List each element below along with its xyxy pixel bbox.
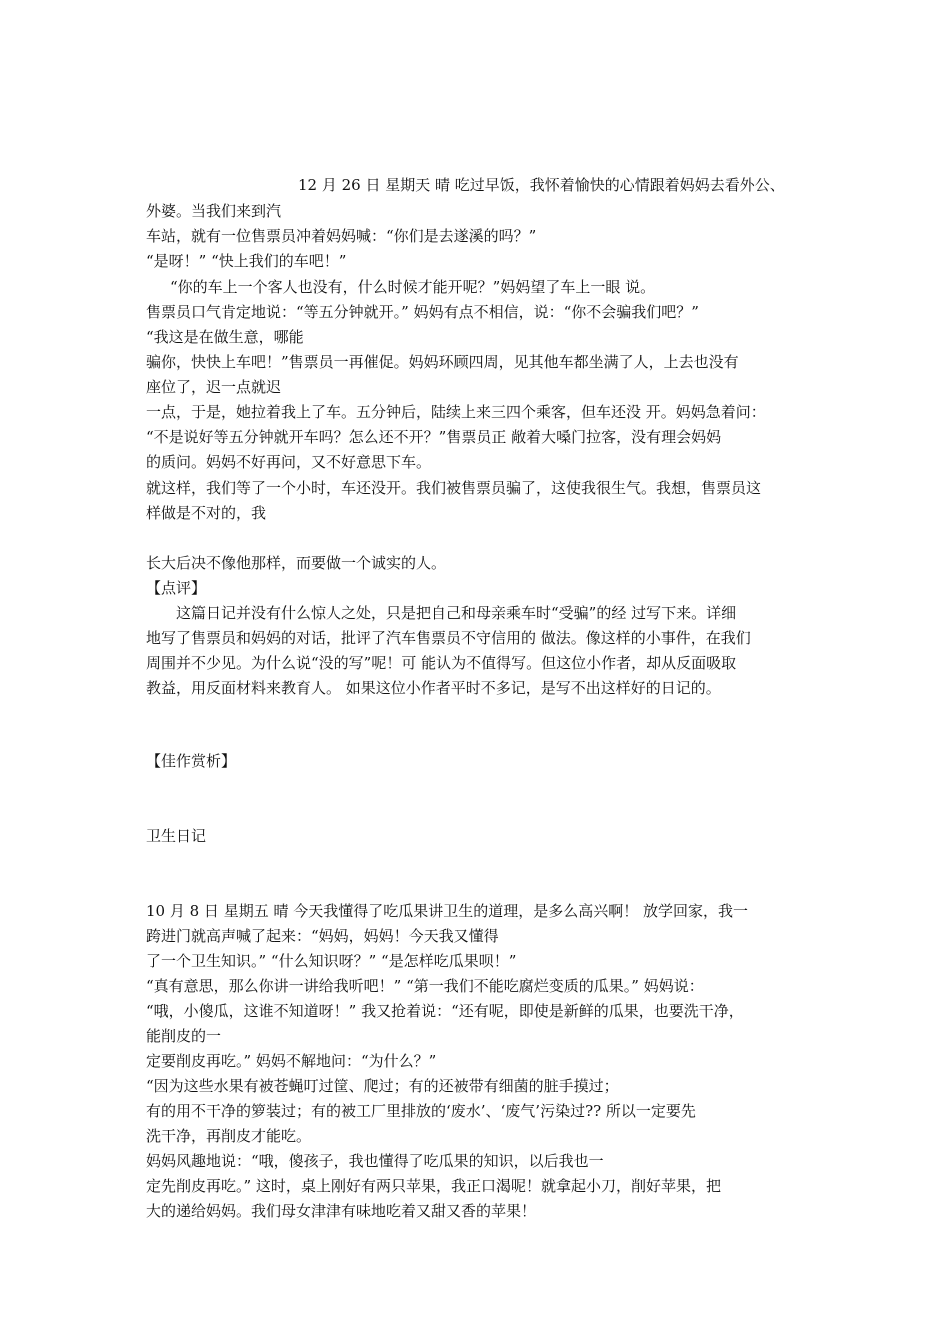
diary1-line-13: 就这样，我们等了一个小时，车还没开。我们被售票员骗了，这使我很生气。我想，售票员这: [146, 479, 762, 497]
diary2-line-5: “哦，小傻瓜，这谁不知道呀！” 我又抢着说：“还有呢，即使是新鲜的瓜果，也要洗干净，: [146, 1002, 744, 1020]
diary1-line-15: 长大后决不像他那样，而要做一个诚实的人。: [146, 554, 447, 572]
diary2-line-2: 跨进门就高声喊了起来：“妈妈，妈妈！今天我又懂得: [146, 927, 499, 945]
diary1-line-6: 售票员口气肯定地说：“等五分钟就开。” 妈妈有点不相信，说：“你不会骗我们吧？”: [146, 303, 699, 321]
diary1-line-12: 的质问。妈妈不好再问，又不好意思下车。: [146, 453, 432, 471]
diary1-line-4: “是呀！” “快上我们的车吧！”: [146, 252, 347, 270]
diary1-line-3: 车站，就有一位售票员冲着妈妈喊：“你们是去遂溪的吗？”: [146, 227, 537, 245]
comment-line-2: 地写了售票员和妈妈的对话，批评了汽车售票员不守信用的 做法。像这样的小事件，在我们: [146, 629, 751, 647]
diary1-line-8: 骗你，快快上车吧！”售票员一再催促。妈妈环顾四周，见其他车都坐满了人，上去也没有: [146, 353, 739, 371]
diary1-line-5: “你的车上一个客人也没有，什么时候才能开呢？”妈妈望了车上一眼 说。: [170, 278, 656, 296]
section-heading: 【佳作赏析】: [146, 752, 237, 770]
diary2-title: 卫生日记: [146, 827, 207, 845]
diary1-line-1: 12 月 26 日 星期天 晴 吃过早饭，我怀着愉快的心情跟着妈妈去看外公、: [298, 176, 785, 194]
diary2-line-1: 10 月 8 日 星期五 晴 今天我懂得了吃瓜果讲卫生的道理，是多么高兴啊！ 放学回家，我一: [146, 902, 749, 920]
diary2-line-10: 洗干净，再削皮才能吃。: [146, 1127, 312, 1145]
diary1-line-9: 座位了，迟一点就迟: [146, 378, 282, 396]
diary2-line-3: 了一个卫生知识。” “什么知识呀？” “是怎样吃瓜果呗！”: [146, 952, 517, 970]
diary1-line-7: “我这是在做生意，哪能: [146, 328, 304, 346]
diary1-line-10: 一点，于是，她拉着我上了车。五分钟后，陆续上来三四个乘客，但车还没 开。妈妈急着问：: [146, 403, 766, 421]
comment-line-4: 教益，用反面材料来教育人。 如果这位小作者平时不多记，是写不出这样好的日记的。: [146, 679, 721, 697]
diary1-line-11: “不是说好等五分钟就开车吗？怎么还不开？”售票员正 敞着大嗓门拉客，没有理会妈妈: [146, 428, 722, 446]
diary2-line-11: 妈妈风趣地说：“哦，傻孩子，我也懂得了吃瓜果的知识，以后我也一: [146, 1152, 604, 1170]
diary1-line-14: 样做是不对的，我: [146, 504, 267, 522]
diary2-line-13: 大的递给妈妈。我们母女津津有味地吃着又甜又香的苹果！: [146, 1202, 537, 1220]
diary2-line-12: 定先削皮再吃。” 这时，桌上刚好有两只苹果，我正口渴呢！就拿起小刀，削好苹果，把: [146, 1177, 721, 1195]
diary1-line-2: 外婆。当我们来到汽: [146, 202, 282, 220]
diary2-line-7: 定要削皮再吃。” 妈妈不解地问：“为什么？”: [146, 1052, 437, 1070]
comment-line-1: 这篇日记并没有什么惊人之处，只是把自己和母亲乘车时“受骗”的经 过写下来。详细: [176, 604, 737, 622]
comment-heading: 【点评】: [146, 579, 207, 597]
comment-line-3: 周围并不少见。为什么说“没的写”呢！可 能认为不值得写。但这位小作者，却从反面吸取: [146, 654, 737, 672]
diary2-line-6: 能削皮的一: [146, 1027, 222, 1045]
diary2-line-4: “真有意思，那么你讲一讲给我听吧！” “第一我们不能吃腐烂变质的瓜果。” 妈妈说：: [146, 977, 704, 995]
diary2-line-9: 有的用不干净的箩装过；有的被工厂里排放的‘废水’、‘废气’污染过?? 所以一定要先: [146, 1102, 696, 1120]
diary2-line-8: “因为这些水果有被苍蝇叮过筐、爬过；有的还被带有细菌的脏手摸过；: [146, 1077, 619, 1095]
